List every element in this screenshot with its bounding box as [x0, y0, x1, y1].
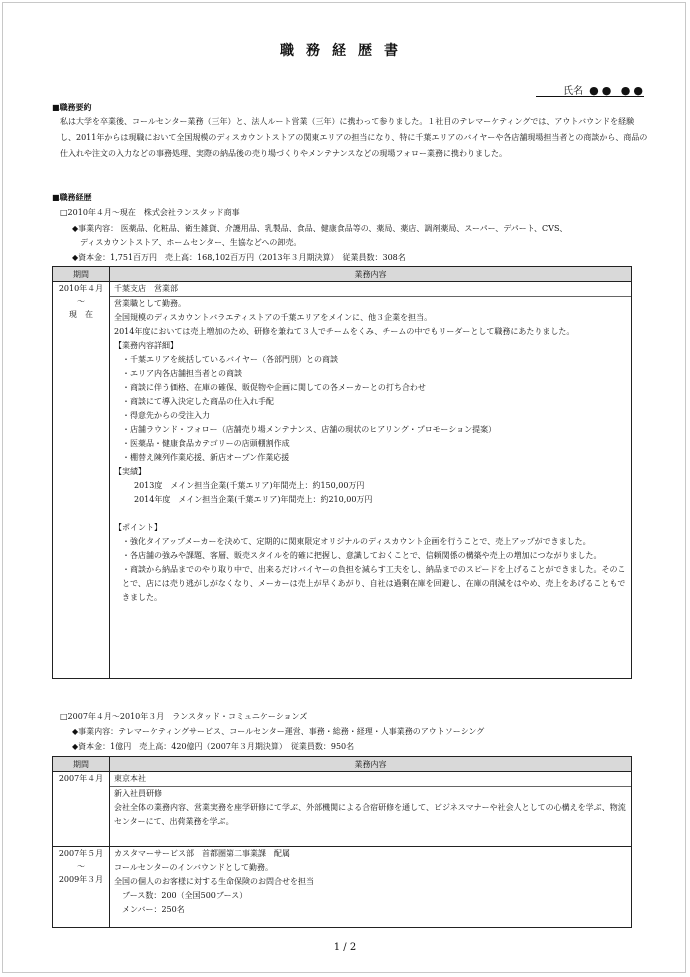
- spacer: [110, 507, 631, 521]
- dept-name: カスタマーサービス部 首都圏第二事業課 配属: [114, 849, 290, 858]
- period-end: 2009年３月: [58, 875, 104, 884]
- period-tilde: ～: [77, 862, 85, 871]
- company2-capital: ◆資本金：1億円 売上高：420億円（2007年３月期決算） 従業員数：950名: [72, 742, 355, 751]
- name-value: ●● ●●: [589, 84, 646, 97]
- company2-row1-period: [53, 772, 110, 847]
- content-line: 全国規模のディスカウントバラエティストアの千葉エリアをメインに、他３企業を担当。: [114, 313, 433, 322]
- content-line: 会社全体の業務内容、営業実務を座学研修にて学ぶ、外部機関による合宿研修を通して、ビジネスマナーや社会人としての心構えを学ぶ、物流センターにて、出荷業務を学ぶ。: [114, 803, 626, 826]
- company2-row2-period: [53, 847, 110, 928]
- document-title: 職務経歴書: [280, 43, 410, 59]
- period-end: 現 在: [69, 310, 93, 319]
- name-label: 氏名: [563, 86, 584, 97]
- company2-row2-content: [110, 847, 632, 928]
- period-tilde: ～: [77, 297, 85, 306]
- detail-item: ・得意先からの受注入力: [122, 411, 210, 420]
- period-start: 2007年４月: [58, 774, 104, 783]
- dept-name: 千葉支店 営業部: [110, 282, 631, 297]
- company1-table: [52, 266, 632, 679]
- company2-table: [52, 756, 632, 928]
- detail-item: ・千葉エリアを統括しているバイヤー（各部門別）との商談: [122, 355, 338, 364]
- result-item: 2014年度 メイン担当企業(千葉エリア)年間売上：約210,00万円: [134, 495, 373, 504]
- company2-name: □2007年４月～2010年３月 ランスタッド・コミュニケーションズ: [60, 712, 308, 721]
- content-line: 2014年度においては売上増加のため、研修を兼ねて３人でチームをくみ、チームの中でもリーダーとして職務にあたりました。: [114, 327, 575, 336]
- th-period: 期間: [53, 757, 110, 772]
- company1-business: ◆事業内容： 医薬品、化粧品、衛生雑貨、介護用品、乳製品、食品、健康食品等の、薬局、薬店、調剤薬局、スーパー、デパート、CVS、: [72, 224, 568, 233]
- period-start: 2010年４月: [58, 284, 104, 293]
- detail-item: ・店舗ラウンド・フォロー（店舗売り場メンテナンス、店舗の現状のヒアリング・プロモーション提案）: [122, 425, 497, 434]
- th-content: 業務内容: [110, 267, 632, 282]
- company1-name: □2010年４月～現在 株式会社ランスタッド商事: [60, 208, 240, 217]
- company1-capital: ◆資本金：1,751百万円 売上高：168,102百万円（2013年３月期決算） 従業員数：308名: [72, 253, 406, 262]
- result-heading: 【実績】: [114, 467, 146, 476]
- content-line: コールセンターのインバウンドとして勤務。: [114, 863, 273, 872]
- th-content: 業務内容: [110, 757, 632, 772]
- content-line: 全国の個人のお客様に対する生命保険のお問合せを担当: [114, 877, 314, 886]
- company1-period: [53, 282, 110, 679]
- summary-text: 私は大学を卒業後、コールセンター業務（三年）と、法人ルート営業（三年）に携わって参りました。１社目のテレマーケティングでは、アウトバウンドを経験し、2011年からは現職において全国規模のディスカウントストアの関東エリアの担当になり、特に千葉エリアのバイヤーや各店舗現場担当者との商談から、商品の仕入れや注文の入力などの事務処理、実際の納品後の売り場づくりやメンテナンスなどの現場フォロー業務に携わりました。: [60, 117, 648, 158]
- detail-item: ・棚替え陳列作業応援、新店オープン作業応援: [122, 453, 290, 462]
- name-underline: [536, 96, 644, 97]
- company2-business: ◆事業内容：テレマーケティングサービス、コールセンター運営、事務・総務・経理・人事業務のアウトソーシング: [72, 727, 485, 736]
- summary-heading: ■職務要約: [52, 102, 92, 112]
- company1-content: [110, 282, 632, 679]
- content-line: 営業職として勤務。: [114, 299, 186, 308]
- history-heading: ■職務経歴: [52, 192, 92, 202]
- content-line: 新入社員研修: [114, 789, 162, 798]
- company1-business-cont: ディスカウントストア、ホームセンター、生協などへの卸売。: [80, 238, 302, 247]
- detail-item: ・商談に伴う価格、在庫の確保、販促物や企画に関しての各メーカーとの打ち合わせ: [122, 383, 426, 392]
- point-item: ・各店舗の強みや課題、客層、販売スタイルを的確に把握し、意識しておくことで、信頼関係の構築や売上の増加につながりました。: [122, 551, 602, 560]
- point-item: ・商談から納品までのやり取り中で、出来るだけバイヤーの負担を減らす工夫をし、納品までのスピードを上げることができました。そのことで、店には売り逃がしがなくなり、メーカーは売上が早くあがり、自社は過剰在庫を回避し、在庫の削減をはやめ、売上をあげることもできました。: [122, 565, 626, 602]
- detail-item: ・エリア内各店舗担当者との商談: [122, 369, 242, 378]
- detail-item: ・医薬品・健康食品カテゴリーの店頭棚割作成: [122, 439, 290, 448]
- point-item: ・強化タイアップメーカーを決めて、定期的に関東限定オリジナルのディスカウント企画を行うことで、売上アップができました。: [122, 537, 591, 546]
- period-start: 2007年５月: [58, 849, 104, 858]
- detail-item: ・商談にて導入決定した商品の仕入れ手配: [122, 397, 274, 406]
- result-item: 2013度 メイン担当企業(千葉エリア)年間売上：約150,00万円: [134, 481, 365, 490]
- page-number: 1 / 2: [333, 942, 357, 953]
- th-period: 期間: [53, 267, 110, 282]
- name-field: [563, 82, 646, 97]
- point-heading: 【ポイント】: [114, 523, 162, 532]
- company2-row1-content: [110, 772, 632, 847]
- sub-item: メンバー：250名: [122, 905, 185, 914]
- detail-heading: 【業務内容詳細】: [114, 341, 178, 350]
- dept-name: 東京本社: [110, 772, 631, 787]
- sub-item: ブース数：200（全国500ブース）: [122, 891, 248, 900]
